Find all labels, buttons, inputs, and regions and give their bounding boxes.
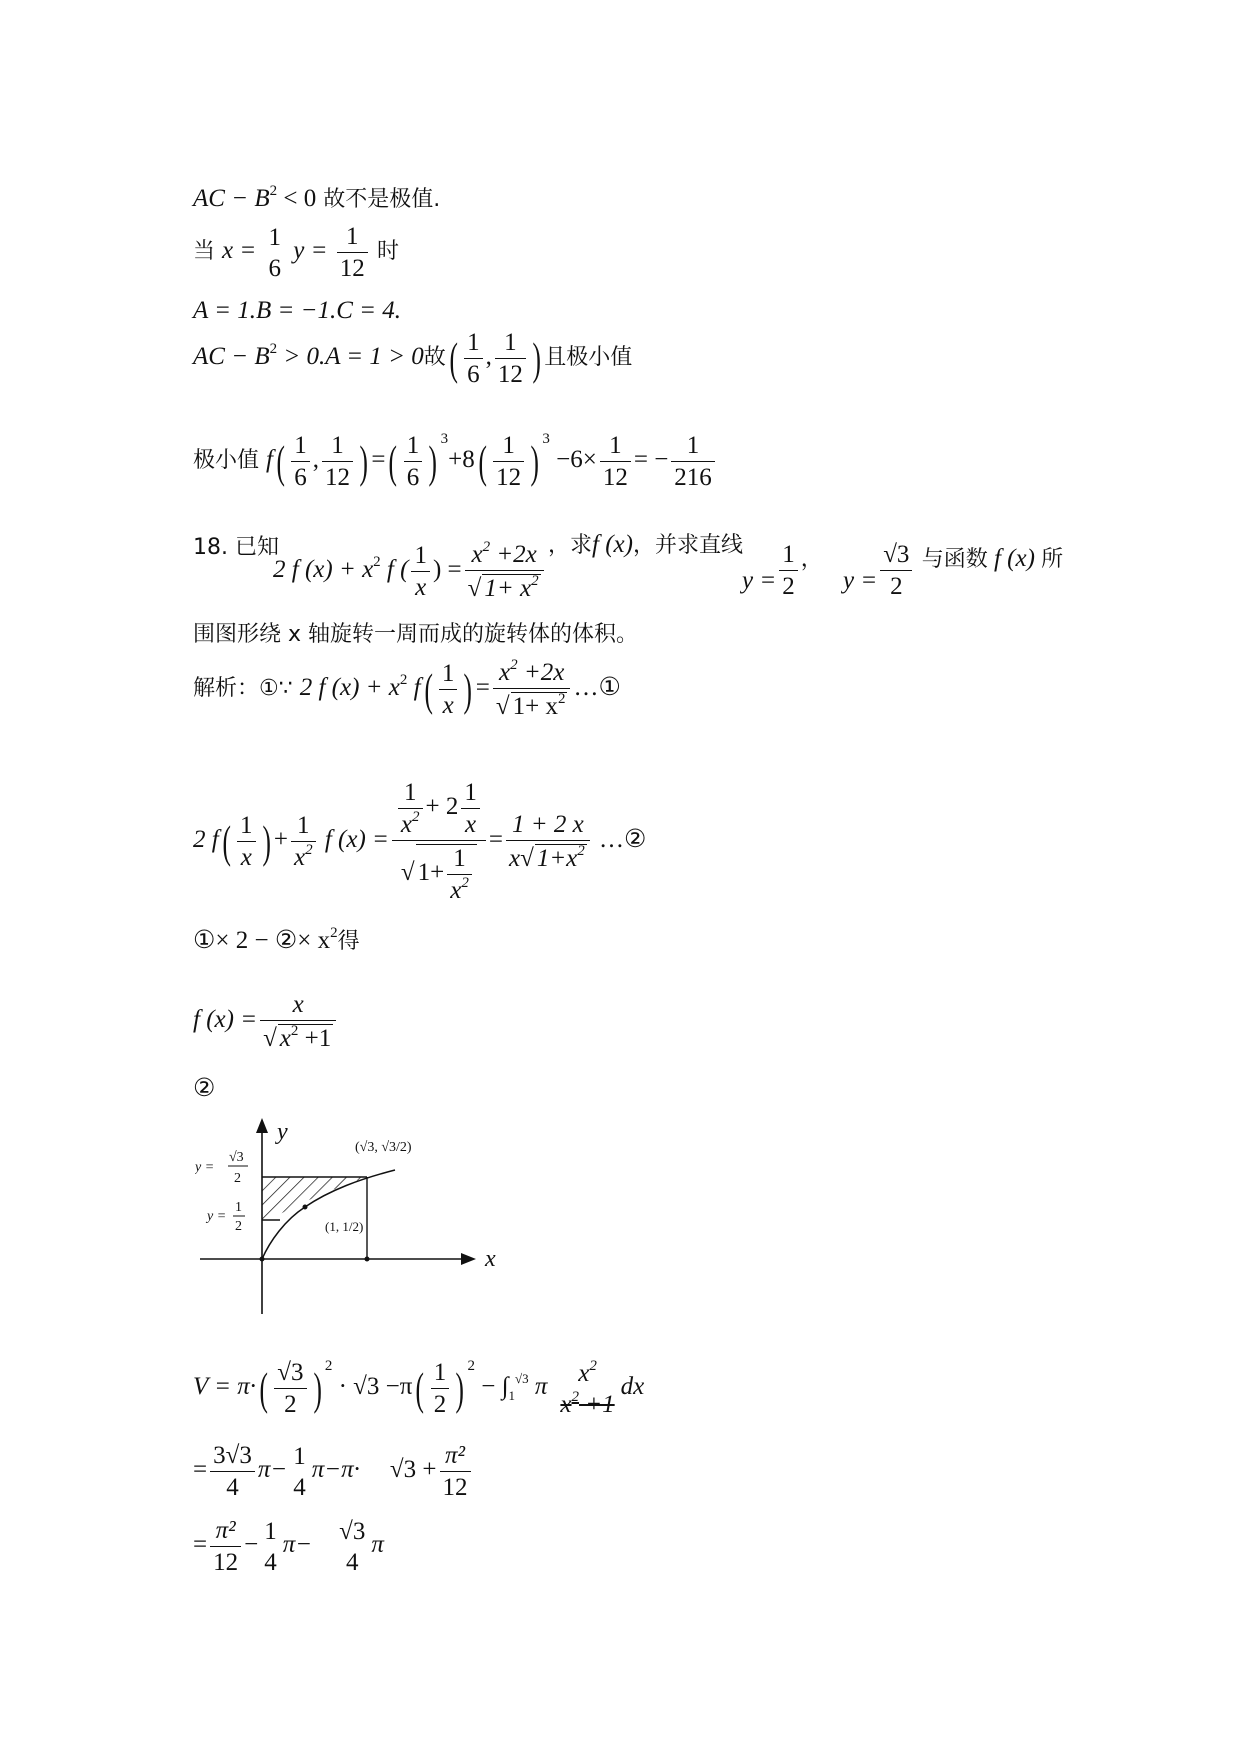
point-mid-dot — [303, 1205, 308, 1210]
sqrt — [511, 692, 568, 719]
x: x — [279, 1025, 291, 1052]
fraction — [261, 1519, 280, 1575]
num — [493, 657, 571, 689]
int-lower: 1 — [508, 1388, 515, 1404]
fraction — [880, 542, 912, 599]
x: x — [293, 844, 306, 871]
den: 12 — [325, 464, 351, 491]
radicand: 1+ x — [484, 575, 532, 602]
y-top-den: 2 — [234, 1171, 241, 1186]
fraction — [493, 433, 524, 490]
region-graph — [195, 1116, 510, 1331]
y-bot-den: 2 — [235, 1219, 242, 1234]
den: 12 — [442, 1474, 468, 1501]
y-bot-num: 1 — [235, 1200, 242, 1215]
ask-text-4: 所 — [1041, 547, 1064, 573]
expr-rest: > 0.A = 1 > 0 — [277, 343, 424, 371]
sup: 2 — [482, 539, 491, 555]
fraction — [265, 225, 284, 281]
x-axis-label: x — [485, 1246, 496, 1272]
den: 6 — [268, 254, 281, 282]
paren-left: ( — [415, 1362, 425, 1414]
fraction — [322, 433, 353, 490]
num: 1 — [447, 846, 472, 875]
paren-left: ( — [449, 332, 458, 384]
sqrt — [482, 574, 540, 601]
fraction — [237, 813, 256, 870]
den: 12 — [602, 464, 628, 491]
num: √3 — [274, 1360, 306, 1389]
lhs-close: ) = — [432, 556, 462, 584]
lhs: 2 f (x) + x — [299, 674, 400, 702]
sup: 2 — [557, 691, 566, 707]
den: x — [240, 844, 252, 871]
fraction — [461, 780, 480, 837]
num: x — [260, 992, 336, 1021]
equals: = — [371, 446, 386, 474]
x: x — [578, 1359, 590, 1387]
radicand: 1+ x — [512, 693, 558, 720]
ask-text-3: 与函数 — [921, 547, 988, 573]
v-eq: V = π· — [193, 1373, 256, 1401]
fraction — [210, 1443, 255, 1500]
q18-line2: 围图形绕 x 轴旋转一周而成的旋转体的体积。 — [193, 622, 639, 647]
num: 1 — [464, 330, 483, 359]
fraction — [398, 780, 423, 837]
sup: 2 — [269, 183, 278, 199]
paren-left: ( — [259, 1362, 268, 1414]
den: x√ $1+x^2$ — [508, 843, 585, 872]
line-fx-result — [193, 992, 339, 1051]
term: π−π· — [311, 1456, 360, 1484]
den: 6 — [294, 464, 307, 491]
fx-eq: f (x) = — [318, 826, 389, 854]
num: 1 — [293, 1442, 306, 1470]
plus: + — [273, 826, 288, 854]
int-upper: √3 — [515, 1371, 529, 1387]
obtain-text: 得 — [337, 929, 360, 954]
y-top-pre: y = — [195, 1160, 215, 1175]
comma: , — [312, 446, 320, 474]
den — [398, 809, 423, 837]
lhs: 2 f (x) + x — [273, 556, 374, 584]
tag-1: …① — [573, 674, 621, 702]
num: 1 — [671, 433, 715, 462]
y-eq: y = — [842, 567, 878, 595]
num: 1 — [493, 433, 524, 462]
den: √ $1+ x^2$ — [467, 573, 539, 602]
num: √3 — [339, 1517, 366, 1545]
fraction — [260, 992, 336, 1051]
result-line-1 — [193, 1443, 474, 1500]
den — [447, 875, 472, 903]
f: f — [407, 674, 421, 702]
den: 6 — [467, 361, 480, 388]
den — [557, 1389, 617, 1417]
x: x — [471, 541, 483, 568]
x-eq: x = — [222, 237, 257, 265]
line-combine — [193, 925, 360, 954]
fraction — [464, 330, 483, 387]
x: x — [508, 845, 521, 872]
when-text: 当 — [193, 239, 222, 265]
num: 1 — [600, 433, 631, 462]
term: π — [371, 1531, 384, 1559]
den: 12 — [213, 1549, 239, 1576]
num: 1 — [411, 543, 430, 572]
num — [392, 780, 486, 841]
fraction — [447, 846, 472, 903]
sup: 2 — [589, 1357, 597, 1374]
den: 12 — [496, 464, 522, 491]
num: 1 — [322, 433, 353, 462]
therefore-text: 故 — [423, 345, 446, 371]
num: π² — [210, 1518, 241, 1547]
x: x — [400, 811, 412, 838]
ask-text: ，求 — [548, 533, 593, 558]
solution-label: 解析：①∵ — [193, 676, 300, 702]
volume-formula — [193, 1357, 645, 1418]
num — [465, 539, 544, 571]
power: 2 — [467, 1358, 476, 1375]
f: f — [266, 446, 273, 474]
equals: = — [193, 1531, 208, 1559]
sup: 2 — [373, 554, 381, 571]
paren-right: ) — [455, 1362, 465, 1414]
pi: π — [528, 1373, 548, 1401]
num: 1 — [337, 224, 368, 253]
paren-right: ) — [530, 435, 539, 487]
sup: 2 — [577, 843, 585, 859]
fraction — [671, 433, 715, 490]
power: 3 — [440, 431, 449, 448]
tag-2: …② — [592, 826, 647, 854]
y-top-num: √3 — [229, 1150, 244, 1165]
power: 3 — [542, 431, 550, 448]
result-line-2 — [193, 1518, 384, 1575]
fraction — [404, 433, 423, 490]
den: 12 — [497, 361, 523, 388]
line-abc-values: A = 1.B = −1.C = 4. — [193, 297, 401, 324]
equals: = — [193, 1456, 208, 1484]
sup: 2 — [412, 809, 420, 825]
den — [291, 842, 316, 870]
fraction — [274, 1360, 306, 1417]
point-top-label: (√3, √3/2) — [355, 1140, 412, 1155]
x: x — [498, 659, 511, 686]
sqrt — [535, 844, 587, 871]
den: x — [465, 811, 477, 838]
num: 1 — [291, 433, 310, 462]
num: 1 + 2 x — [506, 812, 590, 841]
paren-right: ) — [359, 435, 368, 487]
den: 216 — [674, 464, 712, 491]
sup: 2 — [269, 341, 278, 358]
y-axis-label: y — [277, 1119, 288, 1145]
paren-right: ) — [312, 1362, 322, 1414]
equals: = — [488, 826, 503, 854]
minus-six: −6× — [549, 446, 597, 474]
plus-eight: +8 — [448, 446, 475, 474]
num: 1 — [398, 780, 423, 809]
paren-left: ( — [388, 435, 398, 487]
sup: 2 — [510, 657, 518, 673]
y-bot-pre: y = — [207, 1209, 227, 1224]
num: √3 — [880, 542, 912, 571]
expr-rest: < 0 — [277, 185, 317, 212]
fraction — [337, 224, 368, 281]
sup: 2 — [305, 842, 313, 858]
ask-text-2: ，并求直线 — [632, 533, 743, 558]
fraction — [495, 330, 526, 387]
num: 1 — [495, 330, 526, 359]
sqrt — [278, 1024, 333, 1051]
plus-2: + 2 — [425, 793, 459, 821]
num: 1 — [264, 1517, 277, 1545]
num: 1 — [779, 542, 798, 571]
solution-eq2 — [193, 780, 646, 903]
line-min-value — [193, 433, 718, 490]
line-when-x-y — [193, 224, 399, 281]
min-value-text: 且极小值 — [544, 345, 633, 371]
fraction — [779, 542, 798, 599]
lhs: f (x) = — [193, 1006, 258, 1034]
term: − — [244, 1531, 259, 1559]
y-eq: y = — [742, 567, 777, 595]
q18-lines — [742, 532, 1064, 600]
term: π− — [282, 1531, 313, 1559]
fraction — [290, 1444, 309, 1500]
radicand: 1+ — [417, 859, 445, 887]
expr: AC − B — [193, 343, 270, 371]
num: 3√3 — [210, 1443, 255, 1472]
fraction — [439, 661, 458, 718]
min-value-label: 极小值 — [193, 448, 266, 474]
paren-left: ( — [478, 435, 487, 487]
integral-sign: − ∫ — [475, 1373, 509, 1401]
den: x — [415, 574, 427, 601]
den: 2 — [890, 573, 903, 600]
x: x — [560, 1390, 572, 1418]
num: 1 — [237, 813, 256, 842]
power: 2 — [324, 1358, 333, 1375]
q18-ask — [548, 532, 743, 557]
num — [557, 1357, 617, 1389]
y-axis-arrow — [256, 1118, 268, 1133]
fraction — [336, 1519, 368, 1575]
plus-2x: +2x — [490, 541, 537, 568]
fraction — [600, 433, 631, 490]
fraction — [431, 1360, 450, 1417]
num: 1 — [291, 813, 316, 842]
paren-left: ( — [222, 815, 231, 867]
x: x — [450, 877, 462, 904]
den: 4 — [345, 1548, 359, 1576]
origin-dot — [260, 1257, 265, 1262]
big-fraction — [392, 780, 486, 903]
sqrt — [416, 844, 477, 903]
paren-right: ) — [261, 815, 271, 867]
comma: , — [485, 343, 492, 371]
den: √ $x^2 +1$ — [263, 1023, 332, 1052]
num: 1 — [404, 433, 423, 462]
dx: dx — [620, 1373, 645, 1401]
fraction — [506, 812, 590, 871]
y-eq: y = — [293, 237, 328, 265]
equals-minus: = − — [633, 446, 669, 474]
fraction — [440, 1443, 471, 1500]
paren-right: ) — [463, 663, 473, 715]
num: 1 — [268, 223, 281, 251]
num: π² — [440, 1443, 471, 1472]
sep: ， — [800, 547, 823, 573]
fx: f (x) — [993, 545, 1035, 573]
fraction — [291, 433, 310, 490]
den: 12 — [339, 255, 365, 282]
point-mid-label: (1, 1/2) — [325, 1219, 364, 1234]
fraction — [557, 1357, 617, 1418]
sup: 2 — [461, 875, 469, 891]
time-text: 时 — [376, 239, 399, 265]
plus-1: +1 — [298, 1025, 332, 1052]
q18-equation — [273, 539, 547, 602]
x-axis-arrow — [461, 1253, 476, 1265]
sup: 2 — [399, 672, 408, 689]
num: 1 — [439, 661, 458, 690]
fx: f (x) — [592, 531, 633, 558]
equals: = — [475, 674, 490, 702]
den: √ 1+ $\frac{1}{x^2}$ — [392, 841, 486, 903]
fraction — [210, 1518, 241, 1575]
fraction — [465, 539, 544, 602]
term: π− — [257, 1456, 288, 1484]
x-sqrt3-dot — [365, 1257, 370, 1262]
den: 2 — [782, 573, 795, 600]
sup: 2 — [290, 1023, 299, 1039]
lhs-f: f ( — [380, 556, 409, 584]
den: 4 — [226, 1474, 239, 1501]
den: √ $1+ x^2$ — [495, 691, 566, 720]
den: 2 — [433, 1391, 447, 1418]
den: 4 — [293, 1473, 306, 1501]
q18-label: 18. 已知 — [193, 535, 279, 560]
paren-left: ( — [424, 663, 433, 715]
line-ac-b2-gt-0 — [193, 330, 632, 387]
lhs: 2 f — [193, 826, 219, 854]
sup: 2 — [571, 1388, 580, 1405]
den: 2 — [284, 1391, 297, 1418]
num: 1 — [461, 780, 480, 809]
paren-right: ) — [428, 435, 438, 487]
sup: 2 — [330, 925, 338, 941]
note: 故不是极值. — [316, 187, 441, 212]
line-ac-b2-lt-0 — [193, 183, 441, 212]
mid-expr: · √3 −π — [332, 1373, 413, 1401]
num: 1 — [431, 1360, 450, 1389]
fraction — [291, 813, 316, 870]
den: x — [442, 692, 454, 719]
fraction — [493, 657, 571, 720]
expr: ①× 2 − ②× x — [193, 927, 331, 954]
term: √3 + — [389, 1456, 437, 1484]
den: 4 — [264, 1548, 277, 1576]
radicand: 1+x — [536, 845, 578, 872]
fraction — [411, 543, 430, 600]
plus-2x: +2x — [517, 659, 565, 686]
paren-right: ) — [532, 332, 541, 384]
paren-left: ( — [276, 435, 285, 487]
den: 6 — [406, 464, 420, 491]
sup: 2 — [531, 573, 539, 589]
plus-1: +1 — [579, 1390, 615, 1418]
expr: AC − B — [193, 185, 270, 212]
solution-eq1 — [193, 657, 621, 720]
line-circled-2: ② — [193, 1075, 216, 1102]
